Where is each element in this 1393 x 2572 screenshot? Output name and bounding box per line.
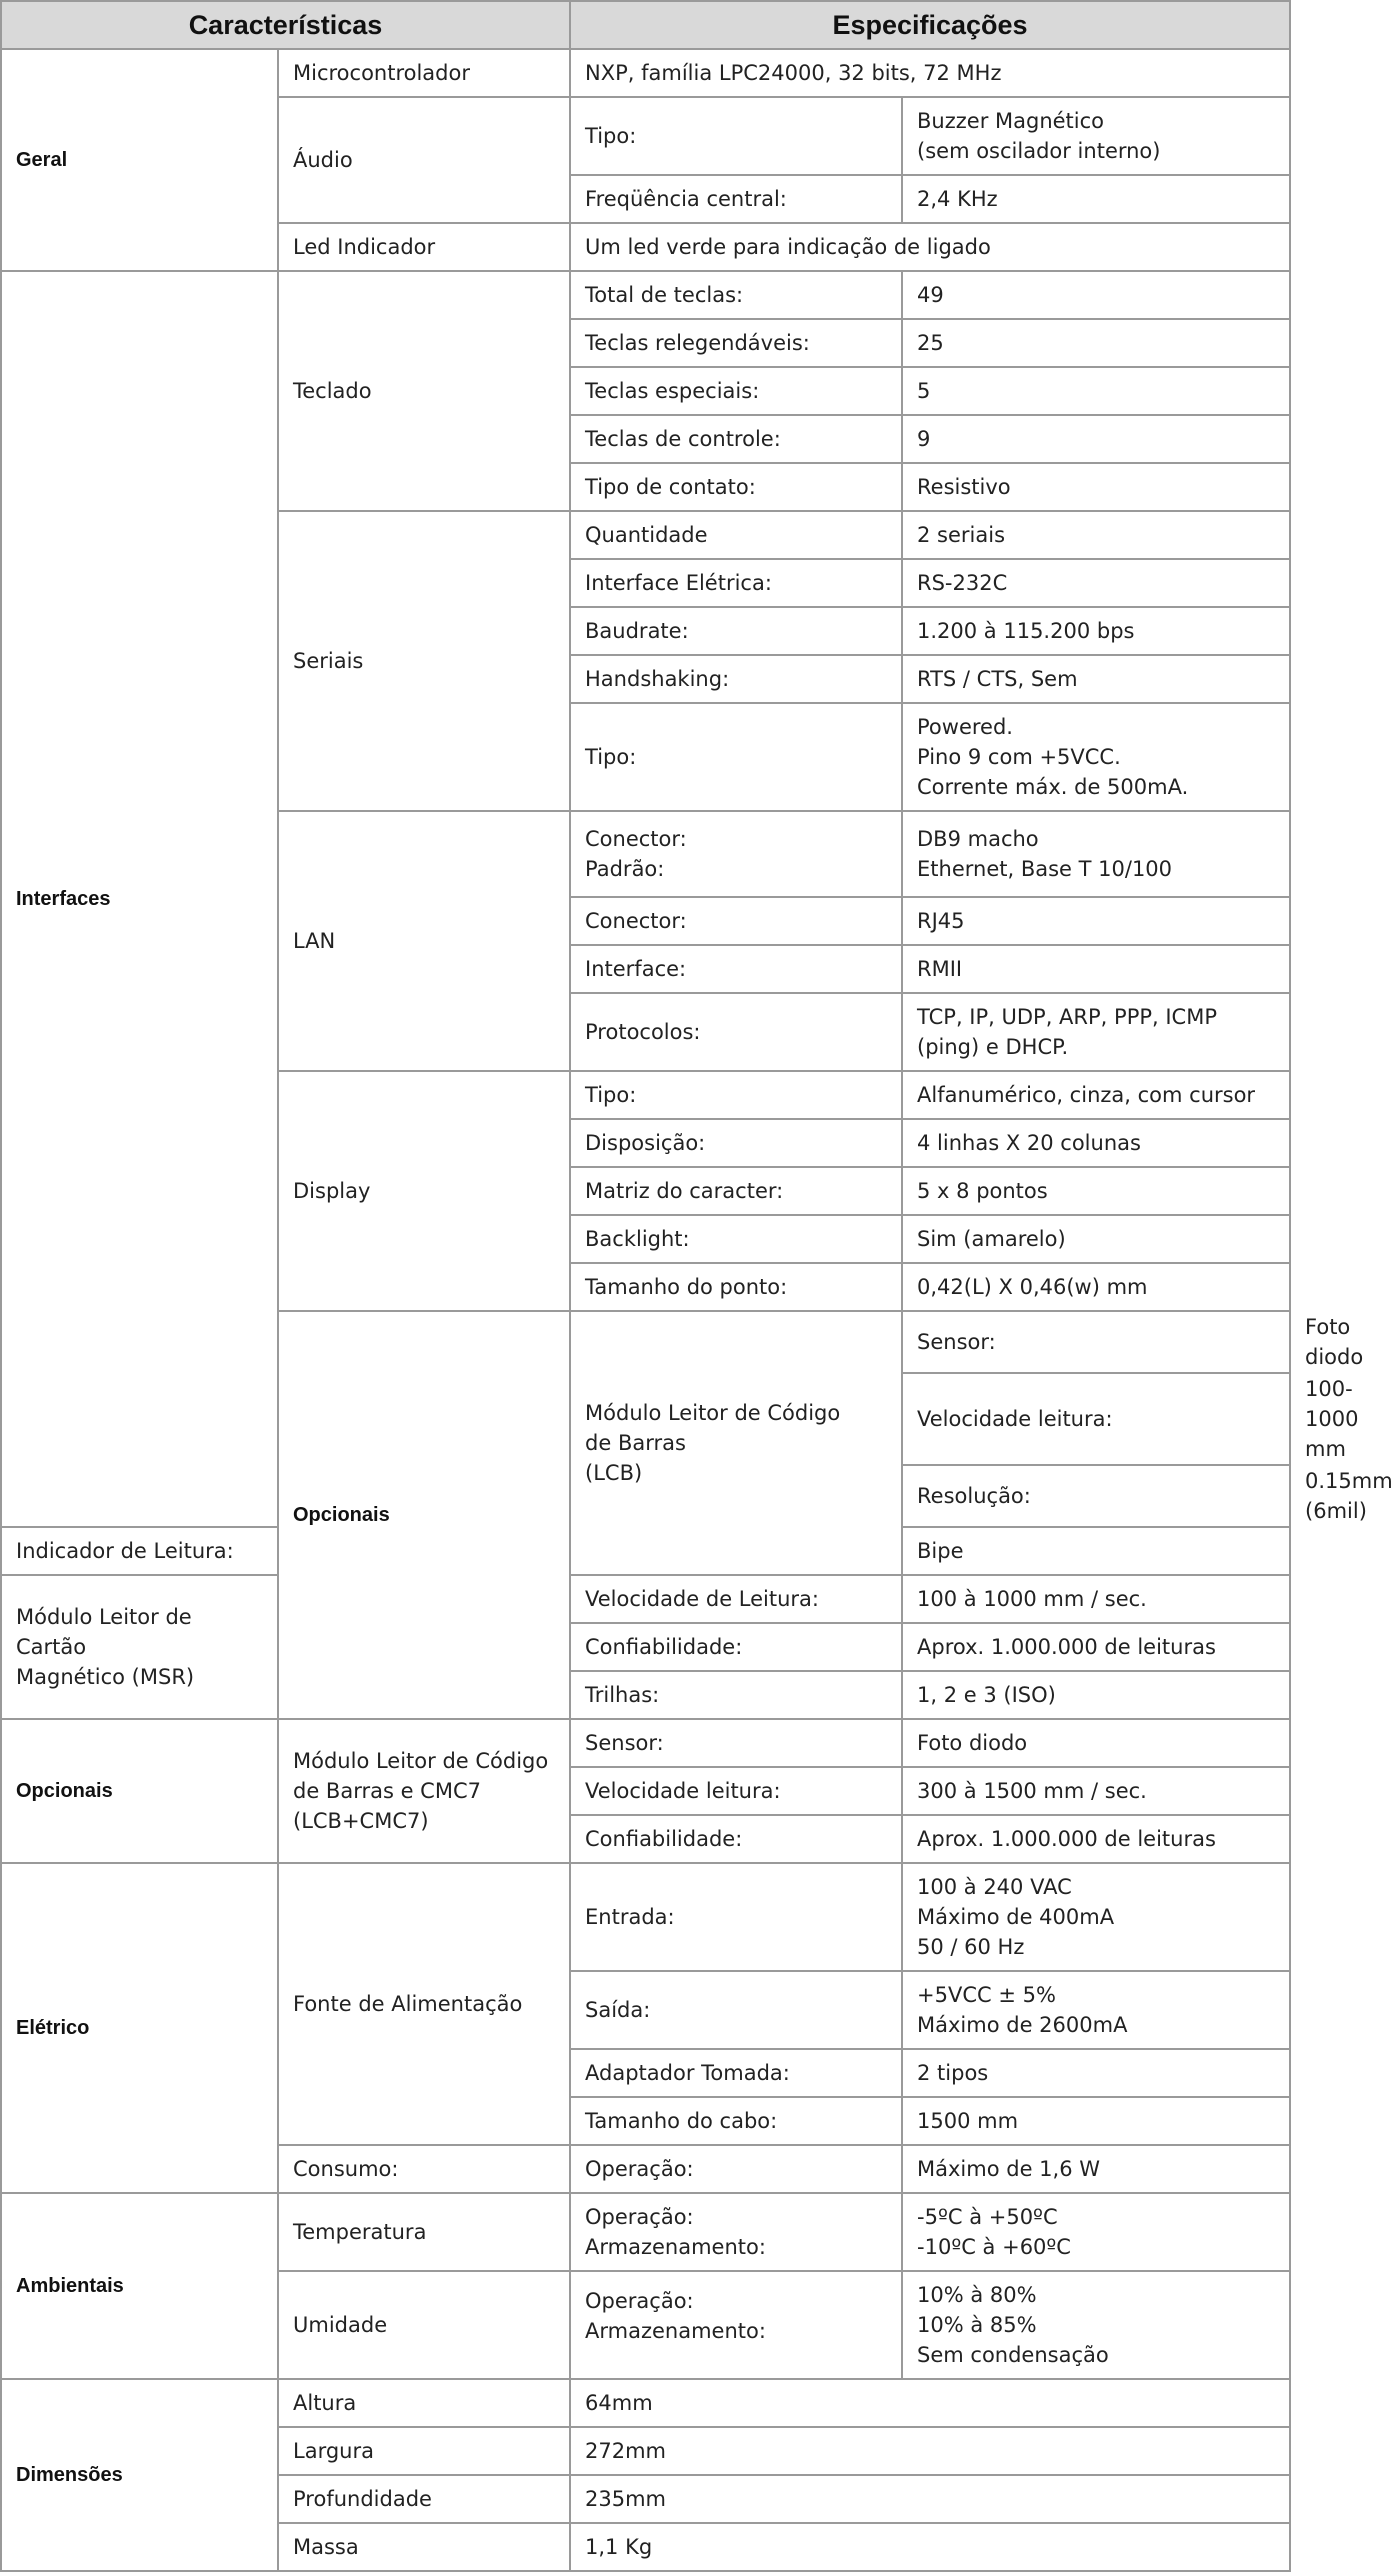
sub-umidade: Umidade <box>278 2271 570 2379</box>
header-especificacoes: Especificações <box>570 1 1290 49</box>
table-row <box>1 1719 1290 1767</box>
header-caracteristicas: Características <box>1 1 570 49</box>
sub-largura: Largura <box>278 2427 570 2475</box>
value-seriais-1: RS-232C <box>902 559 1290 607</box>
value-teclado-0: 49 <box>902 271 1290 319</box>
sub-temperatura: Temperatura <box>278 2193 570 2271</box>
sub-audio: Áudio <box>278 97 570 223</box>
value-fonte-0: 100 à 240 VAC Máximo de 400mA 50 / 60 Hz <box>902 1863 1290 1971</box>
label-lan-2: Protocolos: <box>570 993 902 1071</box>
label-lcb-3: Indicador de Leitura: <box>1 1527 278 1575</box>
value-seriais-5: DB9 macho Ethernet, Base T 10/100 <box>902 811 1290 897</box>
label-lan-0: Conector: <box>570 897 902 945</box>
label-fonte-3: Tamanho do cabo: <box>570 2097 902 2145</box>
label-fonte-1: Saída: <box>570 1971 902 2049</box>
sub-massa: Massa <box>278 2523 570 2571</box>
value-fonte-3: 1500 mm <box>902 2097 1290 2145</box>
table-row <box>1 1575 1290 1623</box>
value-display-4: 0,42(L) X 0,46(w) mm <box>902 1263 1290 1311</box>
sub-profundidade: Profundidade <box>278 2475 570 2523</box>
label-lcb-0: Sensor: <box>902 1311 1290 1373</box>
label-umidade: Operação: Armazenamento: <box>570 2271 902 2379</box>
sub-seriais: Seriais <box>278 511 570 811</box>
label-teclado-2: Teclas especiais: <box>570 367 902 415</box>
value-msr-0: 100 à 1000 mm / sec. <box>902 1575 1290 1623</box>
value-seriais-0: 2 seriais <box>902 511 1290 559</box>
category-dimensoes: Dimensões <box>1 2379 278 2571</box>
value-audio-tipo: Buzzer Magnético (sem oscilador interno) <box>902 97 1290 175</box>
sub-teclado: Teclado <box>278 271 570 511</box>
label-cmc7-1: Velocidade leitura: <box>570 1767 902 1815</box>
value-fonte-2: 2 tipos <box>902 2049 1290 2097</box>
value-cmc7-2: Aprox. 1.000.000 de leituras <box>902 1815 1290 1863</box>
value-audio-freq: 2,4 KHz <box>902 175 1290 223</box>
value-display-2: 5 x 8 pontos <box>902 1167 1290 1215</box>
value-lan-2: TCP, IP, UDP, ARP, PPP, ICMP (ping) e DHCP. <box>902 993 1290 1071</box>
category-ambientais: Ambientais <box>1 2193 278 2379</box>
label-seriais-0: Quantidade <box>570 511 902 559</box>
value-teclado-3: 9 <box>902 415 1290 463</box>
sub-display: Display <box>278 1071 570 1311</box>
sub-microcontrolador: Microcontrolador <box>278 49 570 97</box>
value-massa: 1,1 Kg <box>570 2523 1290 2571</box>
value-microcontrolador: NXP, família LPC24000, 32 bits, 72 MHz <box>570 49 1290 97</box>
value-msr-1: Aprox. 1.000.000 de leituras <box>902 1623 1290 1671</box>
label-msr-0: Velocidade de Leitura: <box>570 1575 902 1623</box>
value-altura: 64mm <box>570 2379 1290 2427</box>
label-audio-tipo: Tipo: <box>570 97 902 175</box>
label-display-4: Tamanho do ponto: <box>570 1263 902 1311</box>
label-seriais-2: Baudrate: <box>570 607 902 655</box>
table-row <box>1 1863 1290 1971</box>
label-lcb-2: Resolução: <box>902 1465 1290 1527</box>
value-cmc7-1: 300 à 1500 mm / sec. <box>902 1767 1290 1815</box>
label-teclado-1: Teclas relegendáveis: <box>570 319 902 367</box>
value-lcb-3: Bipe <box>902 1527 1290 1575</box>
value-display-0: Alfanumérico, cinza, com cursor <box>902 1071 1290 1119</box>
sub-lan: LAN <box>278 811 570 1071</box>
label-lcb-1: Velocidade leitura: <box>902 1373 1290 1465</box>
label-consumo-operacao: Operação: <box>570 2145 902 2193</box>
category-opcionais-2: Opcionais <box>1 1719 278 1863</box>
sub-altura: Altura <box>278 2379 570 2427</box>
sub-led: Led Indicador <box>278 223 570 271</box>
table-row <box>1 271 1290 319</box>
label-display-2: Matriz do caracter: <box>570 1167 902 1215</box>
label-msr-1: Confiabilidade: <box>570 1623 902 1671</box>
label-seriais-1: Interface Elétrica: <box>570 559 902 607</box>
value-temperatura: -5ºC à +50ºC -10ºC à +60ºC <box>902 2193 1290 2271</box>
value-seriais-2: 1.200 à 115.200 bps <box>902 607 1290 655</box>
label-seriais-4: Tipo: <box>570 703 902 811</box>
value-seriais-4: Powered. Pino 9 com +5VCC. Corrente máx. de 500mA. <box>902 703 1290 811</box>
value-msr-2: 1, 2 e 3 (ISO) <box>902 1671 1290 1719</box>
sub-cmc7: Módulo Leitor de Código de Barras e CMC7 (LCB+CMC7) <box>278 1719 570 1863</box>
value-led: Um led verde para indicação de ligado <box>570 223 1290 271</box>
value-teclado-4: Resistivo <box>902 463 1290 511</box>
label-fonte-2: Adaptador Tomada: <box>570 2049 902 2097</box>
value-seriais-3: RTS / CTS, Sem <box>902 655 1290 703</box>
label-display-3: Backlight: <box>570 1215 902 1263</box>
table-row <box>1 2193 1290 2271</box>
sub-msr: Módulo Leitor de Cartão Magnético (MSR) <box>1 1575 278 1719</box>
value-teclado-1: 25 <box>902 319 1290 367</box>
value-lan-0: RJ45 <box>902 897 1290 945</box>
label-msr-2: Trilhas: <box>570 1671 902 1719</box>
value-profundidade: 235mm <box>570 2475 1290 2523</box>
value-largura: 272mm <box>570 2427 1290 2475</box>
label-seriais-5: Conector: Padrão: <box>570 811 902 897</box>
label-cmc7-0: Sensor: <box>570 1719 902 1767</box>
sub-fonte: Fonte de Alimentação <box>278 1863 570 2145</box>
sub-consumo: Consumo: <box>278 2145 570 2193</box>
value-display-1: 4 linhas X 20 colunas <box>902 1119 1290 1167</box>
value-teclado-2: 5 <box>902 367 1290 415</box>
value-consumo-operacao: Máximo de 1,6 W <box>902 2145 1290 2193</box>
label-seriais-3: Handshaking: <box>570 655 902 703</box>
label-display-0: Tipo: <box>570 1071 902 1119</box>
table-row <box>1 2379 1290 2427</box>
label-temperatura: Operação: Armazenamento: <box>570 2193 902 2271</box>
table-row: Velocidade leitura: 100-1000 mm <box>1 1373 1290 1465</box>
label-cmc7-2: Confiabilidade: <box>570 1815 902 1863</box>
category-eletrico: Elétrico <box>1 1863 278 2193</box>
value-lan-1: RMII <box>902 945 1290 993</box>
label-teclado-3: Teclas de controle: <box>570 415 902 463</box>
category-geral: Geral <box>1 49 278 271</box>
value-cmc7-0: Foto diodo <box>902 1719 1290 1767</box>
label-lan-1: Interface: <box>570 945 902 993</box>
label-teclado-4: Tipo de contato: <box>570 463 902 511</box>
category-interfaces: Interfaces <box>1 271 278 1527</box>
value-fonte-1: +5VCC ± 5% Máximo de 2600mA <box>902 1971 1290 2049</box>
table-header-row <box>1 1 1290 49</box>
category-opcionais-1: Opcionais <box>278 1311 570 1719</box>
label-display-1: Disposição: <box>570 1119 902 1167</box>
label-fonte-0: Entrada: <box>570 1863 902 1971</box>
label-audio-freq: Freqüência central: <box>570 175 902 223</box>
table-row: Opcionais Módulo Leitor de Código de Barras (LCB) Sensor: Foto diodo <box>1 1311 1290 1373</box>
value-display-3: Sim (amarelo) <box>902 1215 1290 1263</box>
value-umidade: 10% à 80% 10% à 85% Sem condensação <box>902 2271 1290 2379</box>
sub-lcb: Módulo Leitor de Código de Barras (LCB) <box>570 1311 902 1575</box>
table-row: Resolução: 0.15mm (6mil) <box>1 1465 1290 1527</box>
table-row <box>1 49 1290 97</box>
label-teclado-0: Total de teclas: <box>570 271 902 319</box>
